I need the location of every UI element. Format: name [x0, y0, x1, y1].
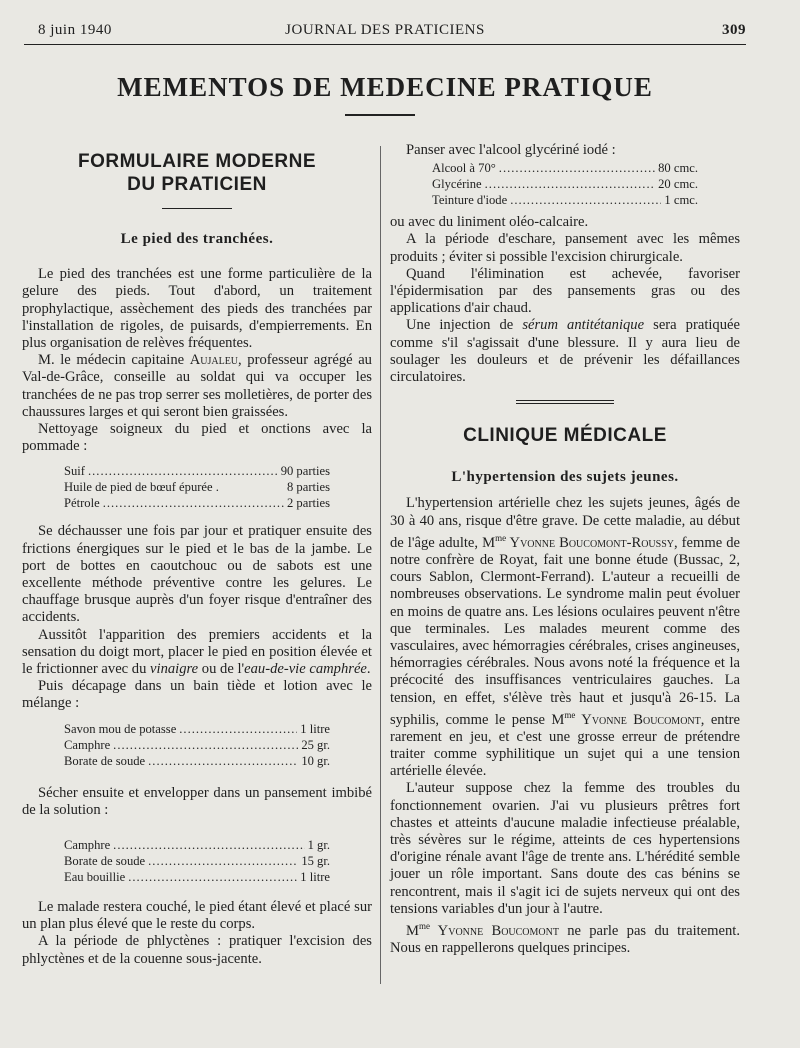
ingredient-name: Suif	[64, 464, 85, 479]
ingredient-quantity: 1 gr.	[307, 838, 330, 853]
ingredient-quantity: 1 litre	[300, 721, 330, 736]
ingredient-name: Pétrole	[64, 496, 100, 511]
leader-dots	[113, 737, 298, 753]
text-run: sera pratiquée comme s'il s'agissait d'une blessure. Il y aura lieu de soulager les douleurs et de prévenir les défaillances circulatoires.	[390, 317, 740, 386]
paragraph: Nettoyage soigneux du pied et onctions avec la pommade :	[22, 421, 372, 455]
text-run: L'hypertension artérielle chez les sujets jeunes, âgés de 30 à 40 ans, risque d'être grave. De cette maladie, au début de l'âge adulte, M	[390, 495, 740, 551]
leader-dots	[128, 869, 297, 885]
leader-dots	[179, 721, 297, 737]
page-title: MEMENTOS DE MEDECINE PRATIQUE	[117, 72, 653, 102]
text-run: , femme de notre confrère de Royat, fait une bonne étude (Bussac, 2, cours Sablon, Clermont-Ferrand). L'auteur a recueilli de nombreuses observations. Le syndrome malin peut évoluer en moins de quatre ans. Les lésions oculaires peuvent n'être que terminales. Les malades meurent comme des vasculaires, avec hémorragies cérébrales, crises angineuses, hémorragies cérébrales. Nous avons noté la fréquence et la précocité des insuffisances ventriculaires gauches. La tension, en effet, s'élève très haut et jusqu'à 26-15. La syphilis, comme le pense M	[390, 534, 740, 728]
paragraph: Le pied des tranchées est une forme particulière de la gelure des pieds. Tout d'abord, un traitement prophylactique, assèchement des pieds des tranchées par l'installation de rigoles, de puisards, d'empierrements. En plus organisation de relèves fréquentes.	[22, 266, 372, 352]
ingredient-quantity: 90 parties	[280, 464, 330, 479]
ingredient-quantity: 25 gr.	[301, 737, 330, 752]
ingredient-name: Glycérine	[432, 177, 482, 192]
ingredient-name: Huile de pied de bœuf épurée .	[64, 480, 219, 495]
formula-solution	[22, 837, 372, 885]
formula-pommade	[22, 463, 372, 511]
formula-row	[64, 853, 330, 869]
leader-dots	[148, 853, 298, 869]
page-number: 309	[722, 22, 746, 38]
ingredient-quantity: 20 cmc.	[658, 177, 698, 192]
formula-row	[432, 160, 698, 176]
text-run: .	[366, 661, 371, 678]
ingredient-quantity: 1 litre	[300, 870, 330, 885]
ingredient-name: Borate de soude	[64, 753, 146, 768]
leader-dots	[485, 176, 655, 192]
leader-dots	[103, 495, 284, 511]
italic-term: sérum antitétanique	[522, 317, 645, 334]
paragraph: Quand l'élimination est achevée, favoriser l'épidermisation par des pansements gras ou des applications d'air chaud.	[390, 265, 740, 317]
text-run: Une injection de	[406, 317, 523, 334]
text-run: Aussitôt l'apparition des premiers accidents et la sensation du doigt mort, placer le pied en position élevée et le frictionner avec du	[22, 626, 372, 678]
paragraph	[22, 627, 372, 679]
leader-dots	[88, 463, 278, 479]
left-column	[22, 142, 372, 968]
ingredient-name: Camphre	[64, 838, 111, 853]
ingredient-quantity: 15 gr.	[301, 854, 330, 869]
running-header	[24, 22, 746, 44]
paragraph: Sécher ensuite et envelopper dans un pansement imbibé de la solution :	[22, 784, 372, 818]
leader-dots	[499, 160, 655, 176]
section-title-line: FORMULAIRE MODERNE	[77, 151, 317, 172]
leader-dots	[113, 837, 304, 853]
author-name: Yvonne Boucomont-Roussy	[506, 534, 674, 551]
ingredient-quantity: 10 gr.	[301, 753, 330, 768]
paragraph	[390, 495, 740, 780]
ingredient-quantity: 1 cmc.	[664, 193, 698, 208]
article-subheading: L'hypertension des sujets jeunes.	[451, 469, 679, 486]
paragraph: Le malade restera couché, le pied étant élevé et placé sur un plan plus élevé que le reste du corps.	[22, 899, 372, 933]
author-name: Yvonne Boucomont	[429, 922, 559, 939]
paragraph: ou avec du liniment oléo-calcaire.	[390, 214, 589, 231]
ingredient-quantity: 8 parties	[286, 480, 330, 495]
leader-dots	[510, 192, 661, 208]
ingredient-name: Savon mou de potasse	[64, 721, 177, 736]
text-run: M. le médecin capitaine	[38, 352, 190, 369]
formula-row	[432, 192, 698, 208]
section-title-clinique: CLINIQUE MÉDICALE	[463, 425, 667, 447]
formula-row	[64, 495, 330, 511]
ingredient-name: Borate de soude	[64, 854, 146, 869]
superscript: me	[564, 709, 576, 720]
formula-row	[64, 869, 330, 885]
issue-date: 8 juin 1940	[38, 22, 112, 38]
text-run: , entre rarement en jeu, et c'est une grosse erreur de prétendre traiter comme syphilitique un sujet qui a une tension artérielle élevée.	[390, 711, 740, 780]
text-run: ne parle pas du traitement. Nous en rappellerons quelques principes.	[390, 922, 740, 957]
ingredient-name: Teinture d'iode	[432, 193, 508, 208]
section-title-formulaire	[22, 150, 372, 196]
paragraph: Puis décapage dans un bain tiède et lotion avec le mélange :	[22, 678, 372, 712]
leader-dots	[148, 753, 298, 769]
header-rule	[24, 44, 746, 45]
article-subheading: Le pied des tranchées.	[120, 231, 274, 247]
ingredient-quantity: 2 parties	[286, 496, 330, 511]
text-run: ou de l'	[198, 661, 245, 678]
superscript: me	[418, 921, 430, 932]
formula-row	[432, 176, 698, 192]
paragraph	[22, 352, 372, 421]
paragraph	[390, 317, 740, 386]
right-column	[390, 142, 740, 957]
formula-row	[64, 737, 330, 753]
paragraph	[390, 918, 740, 957]
ingredient-name: Eau bouillie	[64, 870, 126, 885]
paragraph: A la période de phlyctènes : pratiquer l'excision des phlyctènes et de la couenne sous-jacente.	[22, 933, 372, 967]
paragraph: L'auteur suppose chez la femme des troubles du fonctionnement ovarien. J'ai vu plusieurs prêtres fort chastes et atteints d'aucune maladie infectieuse préalable, très sévères sur le régime, atteints de ces hypertensions d'origine rénale avant l'âge de trente ans. L'hérédité semble jouer un rôle important. Sans doute des cas bénins se rencontrent, mais il s'agit ici de sujets nerveux qui ont des tensions variables d'un jour à l'autre.	[390, 780, 740, 917]
formula-row	[64, 753, 330, 769]
formula-row	[64, 721, 330, 737]
ingredient-quantity: 80 cmc.	[658, 161, 698, 176]
formula-lotion	[22, 721, 372, 769]
journal-name: JOURNAL DES PRATICIENS	[285, 22, 485, 38]
italic-term: vinaigre	[150, 661, 199, 678]
formula-row	[64, 479, 330, 495]
title-rule	[345, 114, 415, 116]
ingredient-name: Alcool à 70°	[432, 161, 496, 176]
text-run: M	[406, 922, 419, 939]
paragraph: Se déchausser une fois par jour et pratiquer ensuite des frictions énergiques sur le pied et le bas de la jambe. Le port de bottes en caoutchouc ou de sabots est une excellente méthode préventive contre les gelures. Le chauffage brusque auprès d'un foyer risque d'entraîner des accidents.	[22, 523, 372, 626]
paragraph: A la période d'eschare, pansement avec les mêmes produits ; éviter si possible l'excision chirurgicale.	[390, 231, 740, 265]
superscript: me	[495, 532, 507, 543]
italic-term: eau-de-vie camphrée	[244, 661, 367, 678]
formula-row	[64, 837, 330, 853]
ingredient-name: Camphre	[64, 737, 111, 752]
paragraph: Panser avec l'alcool glycériné iodé :	[406, 142, 616, 158]
formula-alcool-iode	[390, 160, 740, 208]
section-title-line: DU PRATICIEN	[127, 174, 267, 195]
text-run: , professeur agrégé au Val-de-Grâce, conseille au soldat qui va occuper les tranchées de ne pas trop serrer ses molletières, de porter des chaussures larges et qui seront bien graissées.	[22, 352, 372, 420]
column-divider	[380, 146, 381, 984]
formula-row	[64, 463, 330, 479]
author-name: Aujaleu	[189, 352, 239, 369]
author-name: Yvonne Boucomont	[575, 711, 701, 728]
